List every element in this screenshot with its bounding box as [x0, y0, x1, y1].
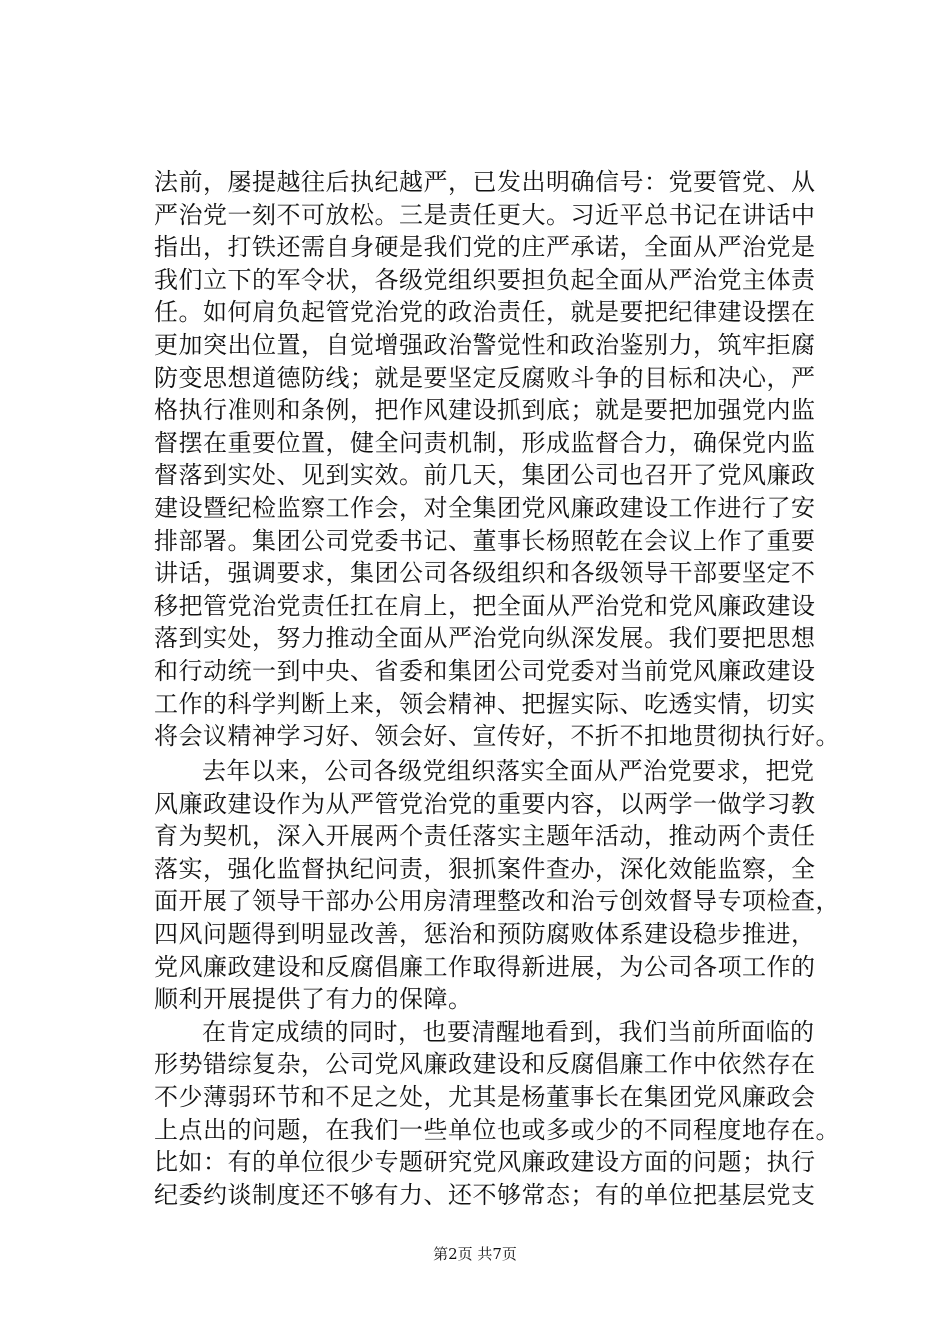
text-line: 落到实处，努力推动全面从严治党向纵深发展。我们要把思想 — [154, 624, 816, 653]
paragraph-group — [154, 755, 840, 1211]
text-line: 纪委约谈制度还不够有力、还不够常态；有的单位把基层党支 — [154, 1180, 816, 1209]
text-line: 督摆在重要位置，健全问责机制，形成监督合力，确保党内监 — [154, 428, 816, 457]
text-line: 落实，强化监督执纪问责，狠抓案件查办，深化效能监察，全 — [154, 854, 816, 883]
text-line: 比如：有的单位很少专题研究党风廉政建设方面的问题；执行 — [154, 1148, 816, 1177]
text-line: 法前，屡提越往后执纪越严，已发出明确信号：党要管党、从 — [154, 168, 816, 196]
text-line: 将会议精神学习好、领会好、宣传好，不折不扣地贯彻执行好。 — [154, 722, 840, 751]
text-line: 更加突出位置，自觉增强政治警觉性和政治鉴别力，筑牢拒腐 — [154, 330, 816, 359]
text-line: 排部署。集团公司党委书记、董事长杨照乾在会议上作了重要 — [154, 526, 816, 555]
text-line: 风廉政建设作为从严管党治党的重要内容，以两学一做学习教 — [154, 789, 816, 818]
text-line: 指出，打铁还需自身硬是我们党的庄严承诺，全面从严治党是 — [154, 233, 816, 262]
text-line: 不少薄弱环节和不足之处，尤其是杨董事长在集团党风廉政会 — [154, 1082, 816, 1111]
page-footer: 第2页 共7页 — [433, 1245, 517, 1263]
text-line: 在肯定成绩的同时，也要清醒地看到，我们当前所面临的 — [202, 1017, 815, 1046]
text-line: 上点出的问题，在我们一些单位也或多或少的不同程度地存在。 — [154, 1115, 840, 1144]
text-line: 防变思想道德防线；就是要坚定反腐败斗争的目标和决心，严 — [154, 363, 816, 392]
text-line: 和行动统一到中央、省委和集团公司党委对当前党风廉政建设 — [154, 656, 816, 685]
text-line: 党风廉政建设和反腐倡廉工作取得新进展，为公司各项工作的 — [154, 952, 816, 981]
text-line: 育为契机，深入开展两个责任落实主题年活动，推动两个责任 — [154, 822, 816, 851]
text-line: 督落到实处、见到实效。前几天，集团公司也召开了党风廉政 — [154, 461, 816, 490]
text-line: 面开展了领导干部办公用房清理整改和治亏创效督导专项检查， — [154, 887, 840, 916]
text-line: 建设暨纪检监察工作会，对全集团党风廉政建设工作进行了安 — [154, 493, 816, 522]
text-line: 去年以来，公司各级党组织落实全面从严治党要求，把党 — [202, 757, 815, 785]
text-line: 移把管党治党责任扛在肩上，把全面从严治党和党风廉政建设 — [154, 591, 816, 620]
paragraph-continued — [154, 166, 840, 753]
text-line: 形势错综复杂，公司党风廉政建设和反腐倡廉工作中依然存在 — [154, 1050, 816, 1079]
text-line: 顺利开展提供了有力的保障。 — [154, 985, 473, 1014]
text-line: 我们立下的军令状，各级党组织要担负起全面从严治党主体责 — [154, 265, 816, 294]
text-line: 讲话，强调要求，集团公司各级组织和各级领导干部要坚定不 — [154, 559, 816, 588]
text-line: 严治党一刻不可放松。三是责任更大。习近平总书记在讲话中 — [154, 200, 816, 229]
text-line: 工作的科学判断上来，领会精神、把握实际、吃透实情，切实 — [154, 689, 816, 718]
text-line: 任。如何肩负起管党治党的政治责任，就是要把纪律建设摆在 — [154, 298, 816, 327]
text-line: 四风问题得到明显改善，惩治和预防腐败体系建设稳步推进， — [154, 919, 816, 948]
text-line: 格执行准则和条例，把作风建设抓到底；就是要把加强党内监 — [154, 396, 816, 425]
